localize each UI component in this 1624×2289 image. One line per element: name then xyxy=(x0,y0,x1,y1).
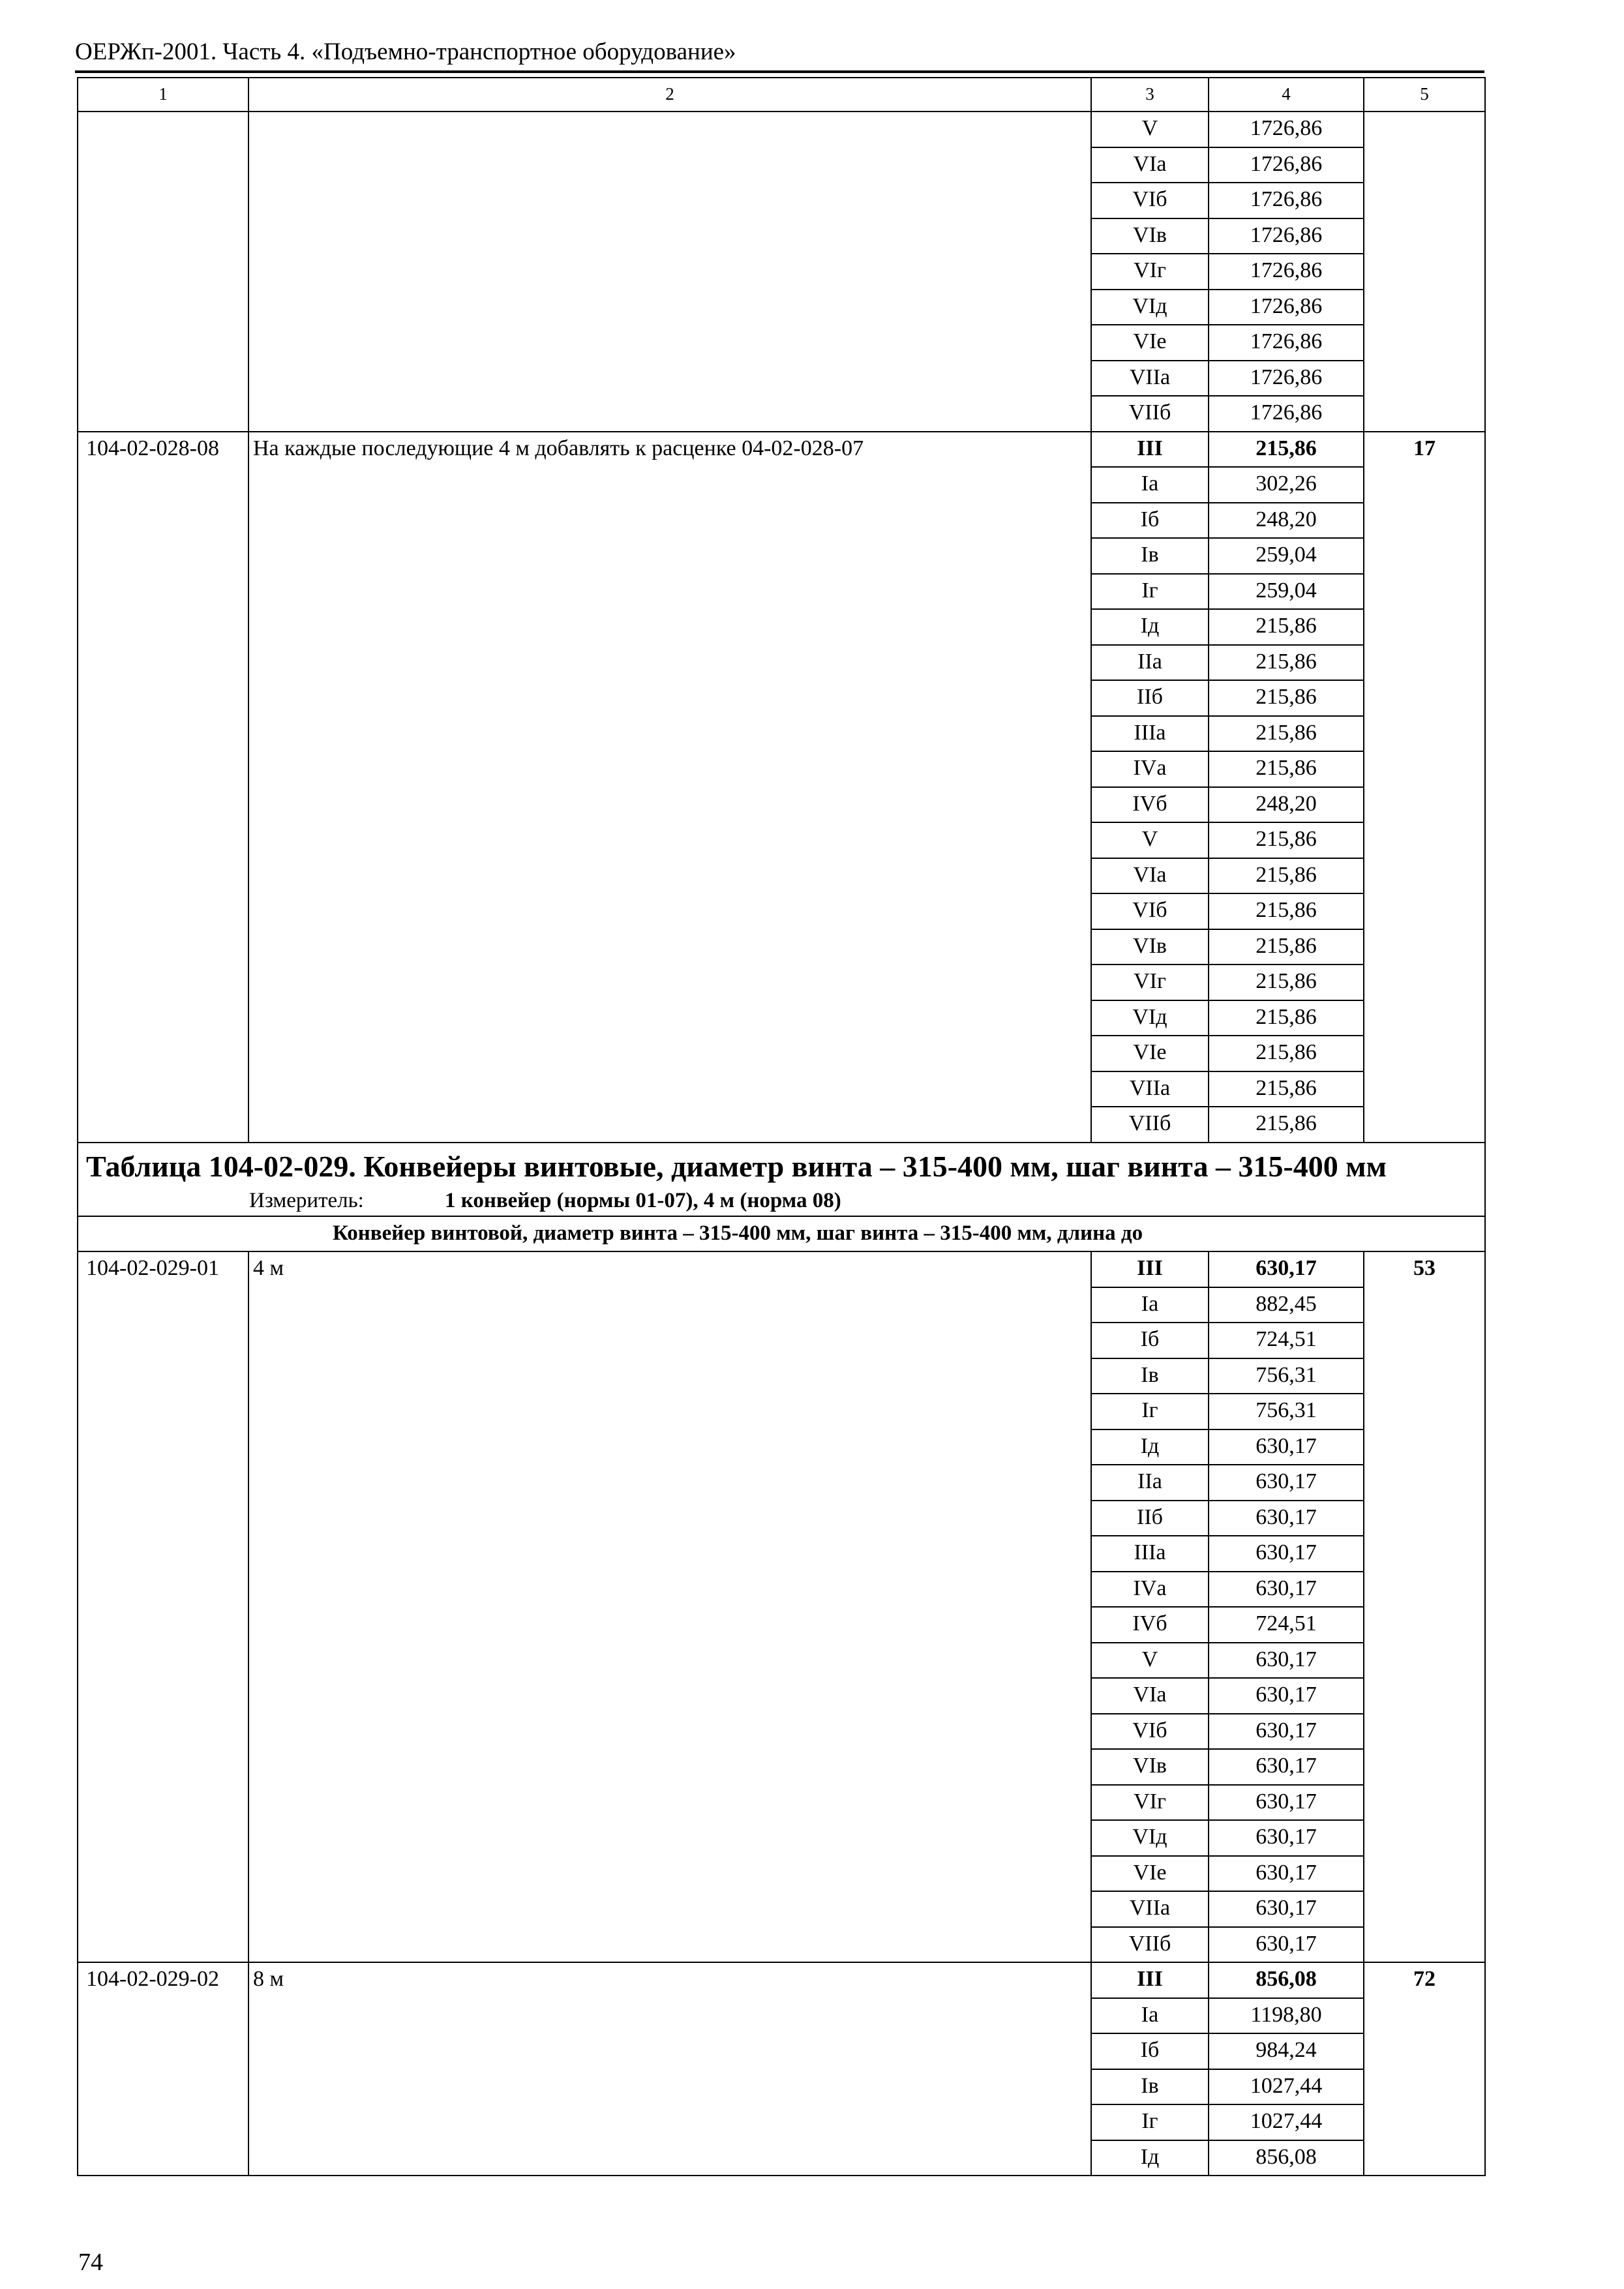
value-cell: 630,17 xyxy=(1209,1465,1364,1501)
zone-cell: Iг xyxy=(1091,2104,1209,2140)
value-cell: 215,86 xyxy=(1209,645,1364,681)
value-cell: 630,17 xyxy=(1209,1785,1364,1821)
section-cell xyxy=(78,1143,1485,1216)
value-cell: 1726,86 xyxy=(1209,396,1364,432)
zone-cell: VIIб xyxy=(1091,1107,1209,1143)
value-cell: 630,17 xyxy=(1209,1643,1364,1679)
zone-cell: Iг xyxy=(1091,1394,1209,1429)
column-number: 2 xyxy=(248,78,1091,112)
zone-cell: Iд xyxy=(1091,2140,1209,2176)
zone-cell: VIд xyxy=(1091,290,1209,325)
zone-cell: Iд xyxy=(1091,609,1209,645)
zone-cell: IIб xyxy=(1091,680,1209,716)
value-cell: 630,17 xyxy=(1209,1927,1364,1963)
table-row xyxy=(78,112,1485,147)
value-cell: 630,17 xyxy=(1209,1429,1364,1465)
page-number: 74 xyxy=(78,2249,103,2276)
value-cell: 630,17 xyxy=(1209,1251,1364,1287)
value-cell: 259,04 xyxy=(1209,574,1364,610)
value-cell: 215,86 xyxy=(1209,1000,1364,1036)
zone-cell: Iа xyxy=(1091,467,1209,503)
value-cell: 259,04 xyxy=(1209,538,1364,574)
value-cell: 215,86 xyxy=(1209,751,1364,787)
value-cell: 1027,44 xyxy=(1209,2104,1364,2140)
value-cell: 215,86 xyxy=(1209,965,1364,1000)
zone-cell: VIе xyxy=(1091,1036,1209,1071)
value-cell: 984,24 xyxy=(1209,2033,1364,2069)
name-cell: На каждые последующие 4 м добавлять к расценке 04-02-028-07 xyxy=(248,432,1091,1143)
zone-cell: VIб xyxy=(1091,893,1209,929)
value-cell: 1726,86 xyxy=(1209,112,1364,147)
zone-cell: IIа xyxy=(1091,1465,1209,1501)
zone-cell: Iв xyxy=(1091,538,1209,574)
zone-cell: VIб xyxy=(1091,183,1209,218)
zone-cell: IVб xyxy=(1091,1607,1209,1643)
value-cell: 630,17 xyxy=(1209,1714,1364,1750)
column-number: 1 xyxy=(78,78,248,112)
value-cell: 630,17 xyxy=(1209,1820,1364,1856)
value-cell: 215,86 xyxy=(1209,929,1364,965)
group-subheading: Конвейер винтовой, диаметр винта – 315-400 мм, шаг винта – 315-400 мм, длина до xyxy=(78,1216,1485,1252)
zone-cell: VIа xyxy=(1091,147,1209,183)
zone-cell: VIIа xyxy=(1091,1891,1209,1927)
value-cell: 215,86 xyxy=(1209,1036,1364,1071)
column-number-row xyxy=(78,78,1485,112)
column-number: 4 xyxy=(1209,78,1364,112)
zone-cell: VIв xyxy=(1091,218,1209,254)
zone-cell: VIIб xyxy=(1091,396,1209,432)
value-cell: 215,86 xyxy=(1209,858,1364,894)
value-cell: 1027,44 xyxy=(1209,2069,1364,2105)
column-number: 3 xyxy=(1091,78,1209,112)
table-section-header xyxy=(78,1143,1485,1216)
column-number: 5 xyxy=(1364,78,1485,112)
zone-cell: VIд xyxy=(1091,1000,1209,1036)
value-cell: 630,17 xyxy=(1209,1501,1364,1536)
zone-cell: VIе xyxy=(1091,325,1209,361)
zone-cell: IVб xyxy=(1091,787,1209,823)
header-rule xyxy=(75,70,1484,73)
value-cell: 630,17 xyxy=(1209,1749,1364,1785)
value-cell: 302,26 xyxy=(1209,467,1364,503)
zone-cell: Iг xyxy=(1091,574,1209,610)
zone-cell: III xyxy=(1091,1962,1209,1998)
zone-cell: V xyxy=(1091,822,1209,858)
zone-cell: V xyxy=(1091,112,1209,147)
value-cell: 215,86 xyxy=(1209,609,1364,645)
value-cell: 630,17 xyxy=(1209,1678,1364,1714)
value-cell: 1726,86 xyxy=(1209,218,1364,254)
table-row xyxy=(78,1962,1485,1998)
zone-cell: VIб xyxy=(1091,1714,1209,1750)
value-cell: 630,17 xyxy=(1209,1891,1364,1927)
value-cell: 1198,80 xyxy=(1209,1998,1364,2034)
zone-cell: Iа xyxy=(1091,1287,1209,1323)
zone-cell: VIд xyxy=(1091,1820,1209,1856)
zone-cell: Iб xyxy=(1091,1323,1209,1358)
table-row xyxy=(78,432,1485,468)
zone-cell: IIа xyxy=(1091,645,1209,681)
value-cell: 1726,86 xyxy=(1209,325,1364,361)
zone-cell: Iд xyxy=(1091,1429,1209,1465)
value-cell: 215,86 xyxy=(1209,1071,1364,1107)
value-cell: 215,86 xyxy=(1209,822,1364,858)
table-row xyxy=(78,1251,1485,1287)
zone-cell: IVа xyxy=(1091,1572,1209,1608)
zone-cell: Iб xyxy=(1091,503,1209,539)
zone-cell: VIа xyxy=(1091,858,1209,894)
zone-cell: Iб xyxy=(1091,2033,1209,2069)
measure-value: 1 конвейер (нормы 01-07), 4 м (норма 08) xyxy=(445,1188,841,1212)
value-cell: 248,20 xyxy=(1209,787,1364,823)
zone-cell: VIа xyxy=(1091,1678,1209,1714)
value-cell: 630,17 xyxy=(1209,1572,1364,1608)
value-cell: 1726,86 xyxy=(1209,361,1364,396)
col5-cell xyxy=(1364,112,1485,432)
zone-cell: IIIа xyxy=(1091,1536,1209,1572)
value-cell: 215,86 xyxy=(1209,680,1364,716)
zone-cell: VIIа xyxy=(1091,361,1209,396)
col5-cell: 17 xyxy=(1364,432,1485,1143)
zone-cell: VIIб xyxy=(1091,1927,1209,1963)
code-cell: 104-02-028-08 xyxy=(78,432,248,1143)
value-cell: 215,86 xyxy=(1209,716,1364,752)
zone-cell: IIIа xyxy=(1091,716,1209,752)
zone-cell: VIг xyxy=(1091,965,1209,1000)
name-cell: 8 м xyxy=(248,1962,1091,2176)
name-cell xyxy=(248,112,1091,432)
zone-cell: VIIа xyxy=(1091,1071,1209,1107)
zone-cell: Iв xyxy=(1091,2069,1209,2105)
value-cell: 1726,86 xyxy=(1209,183,1364,218)
value-cell: 856,08 xyxy=(1209,2140,1364,2176)
col5-cell: 53 xyxy=(1364,1251,1485,1962)
zone-cell: IVа xyxy=(1091,751,1209,787)
group-subheading-row xyxy=(78,1216,1485,1252)
value-cell: 724,51 xyxy=(1209,1607,1364,1643)
measure-line xyxy=(249,1189,1477,1213)
value-cell: 756,31 xyxy=(1209,1358,1364,1394)
code-cell: 104-02-029-01 xyxy=(78,1251,248,1962)
zone-cell: VIв xyxy=(1091,929,1209,965)
running-header: ОЕРЖп-2001. Часть 4. «Подъемно-транспортное оборудование» xyxy=(75,38,736,65)
value-cell: 248,20 xyxy=(1209,503,1364,539)
table-title: Таблица 104-02-029. Конвейеры винтовые, диаметр винта – 315-400 мм, шаг винта – 315-400 мм xyxy=(86,1149,1387,1183)
value-cell: 1726,86 xyxy=(1209,290,1364,325)
value-cell: 724,51 xyxy=(1209,1323,1364,1358)
code-cell: 104-02-029-02 xyxy=(78,1962,248,2176)
value-cell: 856,08 xyxy=(1209,1962,1364,1998)
zone-cell: Iв xyxy=(1091,1358,1209,1394)
value-cell: 1726,86 xyxy=(1209,254,1364,290)
zone-cell: V xyxy=(1091,1643,1209,1679)
value-cell: 630,17 xyxy=(1209,1856,1364,1892)
value-cell: 630,17 xyxy=(1209,1536,1364,1572)
value-cell: 215,86 xyxy=(1209,1107,1364,1143)
value-cell: 215,86 xyxy=(1209,893,1364,929)
zone-cell: III xyxy=(1091,1251,1209,1287)
col5-cell: 72 xyxy=(1364,1962,1485,2176)
value-cell: 1726,86 xyxy=(1209,147,1364,183)
value-cell: 215,86 xyxy=(1209,432,1364,468)
zone-cell: VIе xyxy=(1091,1856,1209,1892)
measure-label: Измеритель: xyxy=(249,1188,364,1212)
name-cell: 4 м xyxy=(248,1251,1091,1962)
zone-cell: VIв xyxy=(1091,1749,1209,1785)
value-cell: 882,45 xyxy=(1209,1287,1364,1323)
price-table xyxy=(77,77,1486,2176)
code-cell xyxy=(78,112,248,432)
value-cell: 756,31 xyxy=(1209,1394,1364,1429)
zone-cell: VIг xyxy=(1091,1785,1209,1821)
zone-cell: Iа xyxy=(1091,1998,1209,2034)
zone-cell: VIг xyxy=(1091,254,1209,290)
zone-cell: IIб xyxy=(1091,1501,1209,1536)
zone-cell: III xyxy=(1091,432,1209,468)
